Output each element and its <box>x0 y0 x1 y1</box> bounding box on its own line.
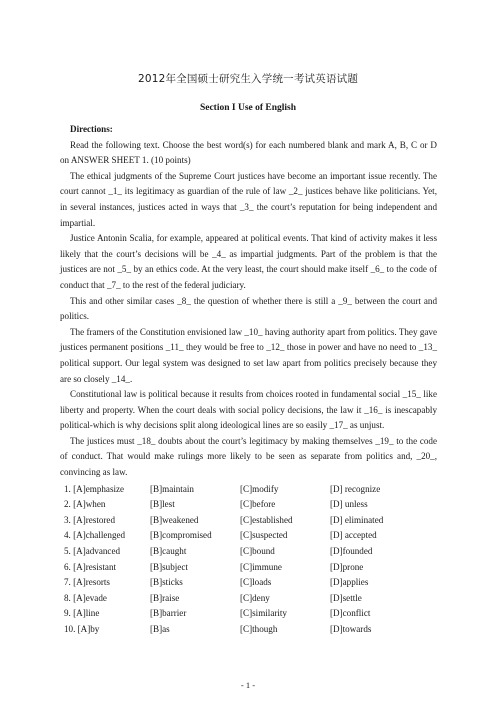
option-d: [D] accepted <box>330 530 377 541</box>
option-b: [B]caught <box>150 546 187 557</box>
option-a: 5. [A]advanced <box>64 546 121 557</box>
option-d: [D]towards <box>330 624 372 634</box>
option-d: [D] recognize <box>330 483 381 494</box>
option-row <box>60 528 437 544</box>
paragraph: Justice Antonin Scalia, for example, appeared at political events. That kind of activity makes it less likely that the court’s decisions will be _4_ as impartial judgments. Part of the problem is that the justices are not _5_ by an ethics code. At the very least, the court should make itself _6_ to the code of conduct that _7_ to the rest of the federal judiciary. <box>60 233 437 290</box>
option-row <box>60 497 437 513</box>
option-a: 9. [A]line <box>64 608 100 619</box>
option-a: 2. [A]when <box>64 499 106 510</box>
page-number: - 1 - <box>240 680 256 690</box>
option-b: [B]subject <box>150 561 188 572</box>
option-b: [B]maintain <box>150 483 194 494</box>
section-heading: Section I Use of English <box>199 103 297 113</box>
option-d: [D]founded <box>330 546 373 557</box>
option-row <box>60 544 437 560</box>
option-a: 7. [A]resorts <box>64 577 110 588</box>
option-d: [D]applies <box>330 577 369 588</box>
option-row <box>60 591 437 607</box>
directions-heading: Directions: <box>70 124 113 134</box>
option-c: [C]modify <box>240 483 279 494</box>
option-c: [C]though <box>240 624 278 634</box>
paragraph: This and other similar cases _8_ the question of whether there is still a _9_ between the court and politics. <box>60 295 437 322</box>
paragraph: The justices must _18_ doubts about the court’s legitimacy by making themselves _19_ to the code of conduct. That would make rulings more likely to be seen as separate from politics and, _20_, convincing as law. <box>60 435 437 478</box>
option-d: [D]settle <box>330 592 362 603</box>
paragraph: Constitutional law is political because it results from choices rooted in fundamental social _15_ like liberty and property. When the court deals with social policy decisions, the law it _16_ is inescapably political-which is why decisions split along ideological lines are so easily _17_ as unjust. <box>60 389 437 431</box>
option-c: [C]similarity <box>240 608 287 619</box>
option-c: [C]immune <box>240 561 282 572</box>
option-c: [C]before <box>240 499 276 510</box>
option-row <box>60 575 437 591</box>
option-b: [B]compromised <box>150 530 212 541</box>
option-a: 10. [A]by <box>64 624 100 634</box>
option-c: [C]bound <box>240 546 275 557</box>
option-c: [C]deny <box>240 592 270 603</box>
option-a: 1. [A]emphasize <box>64 483 125 494</box>
option-a: 6. [A]resistant <box>64 561 117 572</box>
option-row <box>60 513 437 529</box>
option-c: [C]suspected <box>240 530 288 541</box>
directions-text: Read the following text. Choose the best word(s) for each numbered blank and mark A, B, C or D on ANSWER SHEET 1. (10 points) <box>60 139 437 166</box>
option-row <box>60 622 437 638</box>
option-b: [B]as <box>150 624 170 634</box>
document-title: 2012年全国硕士研究生入学统一考试英语试题 <box>137 73 359 85</box>
option-row <box>60 482 437 498</box>
option-c: [C]loads <box>240 577 272 588</box>
option-d: [D] unless <box>330 499 368 510</box>
option-b: [B]raise <box>150 592 180 603</box>
document-body <box>60 122 437 638</box>
paragraph: The ethical judgments of the Supreme Court justices have become an important issue recently. The court cannot _1_ its legitimacy as guardian of the rule of law _2_ justices behave like politicians. Yet, in several instances, justices acted in ways that _3_ the court’s reputation for being independent and impartial. <box>60 170 437 228</box>
option-c: [C]established <box>240 514 293 525</box>
option-a: 4. [A]challenged <box>64 530 126 541</box>
option-d: [D] eliminated <box>330 514 384 525</box>
option-a: 8. [A]evade <box>64 592 107 603</box>
option-d: [D]prone <box>330 561 364 572</box>
paragraph: The framers of the Constitution envisioned law _10_ having authority apart from politics. They gave justices permanent positions _11_ they would be free to _12_ those in power and have no need to _13_ political support. Our legal system was designed to set law apart from politics precisely because they are so closely _14_. <box>60 326 437 384</box>
option-a: 3. [A]restored <box>64 514 116 525</box>
option-b: [B]lest <box>150 499 175 510</box>
option-b: [B]sticks <box>150 577 183 588</box>
option-b: [B]barrier <box>150 608 187 619</box>
option-b: [B]weakened <box>150 514 199 525</box>
option-d: [D]conflict <box>330 608 371 619</box>
option-row <box>60 560 437 576</box>
options-list <box>60 482 437 638</box>
option-row <box>60 606 437 622</box>
